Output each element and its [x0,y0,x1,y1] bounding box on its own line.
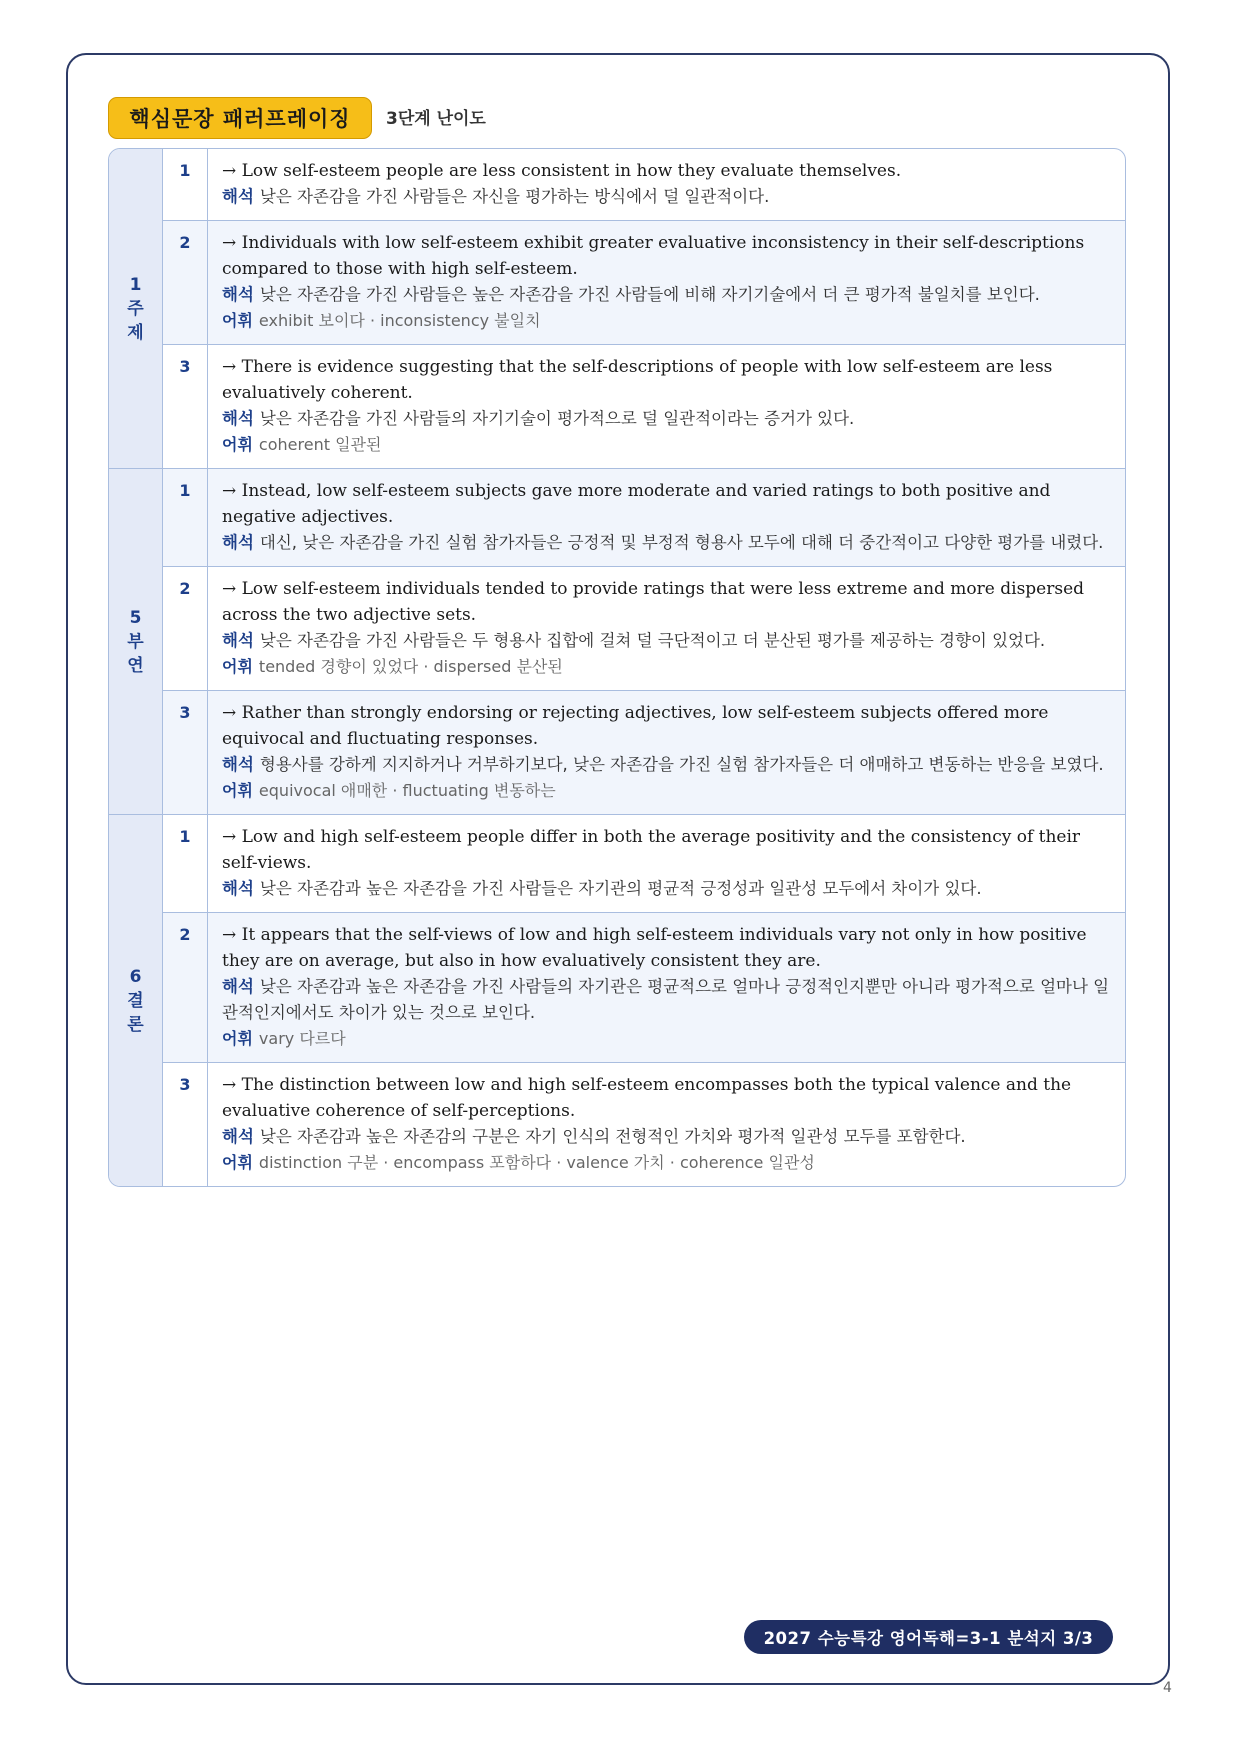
korean-translation [222,974,1113,1026]
vocabulary-line [222,1026,1113,1052]
section-block [109,468,1125,814]
row-number: 3 [163,1063,208,1186]
vocabulary-tag: 어휘 [222,1153,253,1172]
section-label-char: 5 [129,607,142,628]
english-paraphrase: → Instead, low self-esteem subjects gave more moderate and varied ratings to both positive and negative adjectives. [222,481,1051,527]
vocabulary-tag: 어휘 [222,1029,253,1048]
korean-translation [222,628,1113,654]
vocabulary-tag: 어휘 [222,657,253,676]
translation-text: 낮은 자존감을 가진 사람들은 두 형용사 집합에 걸쳐 덜 극단적이고 더 분산된 평가를 제공하는 경향이 있었다. [259,631,1046,650]
korean-translation [222,406,1113,432]
paraphrase-table [108,148,1126,1187]
row-number: 1 [163,149,208,220]
section-label [109,149,163,468]
row-content [208,221,1125,344]
vocabulary-tag: 어휘 [222,781,253,800]
translation-text: 낮은 자존감을 가진 사람들은 높은 자존감을 가진 사람들에 비해 자기기술에서 더 큰 평가적 불일치를 보인다. [259,285,1040,304]
vocabulary-text: coherent 일관된 [258,435,382,454]
table-row [163,220,1125,344]
korean-translation [222,752,1113,778]
vocabulary-text: equivocal 애매한 · fluctuating 변동하는 [258,781,556,800]
table-row [163,469,1125,566]
row-content [208,1063,1125,1186]
translation-tag: 해석 [222,285,254,304]
section-label-char: 1 [129,274,142,295]
english-paraphrase: → Low self-esteem individuals tended to provide ratings that were less extreme and more dispersed across the two adjective sets. [222,579,1085,625]
row-number: 2 [163,567,208,690]
vocabulary-line [222,1150,1113,1176]
row-content [208,149,1125,220]
english-paraphrase: → There is evidence suggesting that the self-descriptions of people with low self-esteem are less evaluatively coherent. [222,357,1053,403]
table-row [163,1062,1125,1186]
row-content [208,567,1125,690]
row-number: 2 [163,221,208,344]
english-paraphrase: → Rather than strongly endorsing or rejecting adjectives, low self-esteem subjects offered more equivocal and fluctuating responses. [222,703,1049,749]
section-block [109,149,1125,468]
section-label [109,469,163,814]
footer-badge: 2027 수능특강 영어독해=3-1 분석지 3/3 [744,1620,1113,1654]
korean-translation [222,530,1113,556]
section-label-char: 연 [127,655,144,676]
english-paraphrase: → Low and high self-esteem people differ in both the average positivity and the consistency of their self-views. [222,827,1081,873]
translation-text: 낮은 자존감과 높은 자존감을 가진 사람들은 자기관의 평균적 긍정성과 일관성 모두에서 차이가 있다. [259,879,982,898]
korean-translation [222,184,1113,210]
translation-text: 대신, 낮은 자존감을 가진 실험 참가자들은 긍정적 및 부정적 형용사 모두에 대해 더 중간적이고 다양한 평가를 내렸다. [259,533,1104,552]
vocabulary-text: distinction 구분 · encompass 포함하다 · valence 가치 · coherence 일관성 [258,1153,815,1172]
table-row [163,344,1125,468]
section-label-char: 제 [127,322,144,343]
row-number: 1 [163,815,208,912]
translation-tag: 해석 [222,533,254,552]
vocabulary-tag: 어휘 [222,311,253,330]
section-title: 핵심문장 패러프레이징 [129,107,351,131]
row-number: 3 [163,345,208,468]
translation-text: 형용사를 강하게 지지하거나 거부하기보다, 낮은 자존감을 가진 실험 참가자들은 더 애매하고 변동하는 반응을 보였다. [259,755,1104,774]
vocabulary-line [222,654,1113,680]
table-row [163,149,1125,220]
row-content [208,345,1125,468]
section-label-char: 론 [127,1014,144,1035]
section-title-badge [108,97,372,139]
table-row [163,912,1125,1062]
vocabulary-line [222,432,1113,458]
page-number: 4 [1163,1680,1172,1696]
korean-translation [222,282,1113,308]
vocabulary-tag: 어휘 [222,435,253,454]
row-number: 3 [163,691,208,814]
row-content [208,469,1125,566]
section-block [109,814,1125,1186]
vocabulary-text: tended 경향이 있었다 · dispersed 분산된 [258,657,563,676]
translation-tag: 해석 [222,755,254,774]
vocabulary-text: vary 다르다 [258,1029,346,1048]
translation-text: 낮은 자존감과 높은 자존감을 가진 사람들의 자기관은 평균적으로 얼마나 긍정적인지뿐만 아니라 평가적으로 얼마나 일관적인지에서도 차이가 있는 것으로 보인다. [222,977,1110,1022]
translation-tag: 해석 [222,187,254,206]
vocabulary-line [222,308,1113,334]
section-label-char: 결 [127,990,144,1011]
translation-text: 낮은 자존감을 가진 사람들의 자기기술이 평가적으로 덜 일관적이라는 증거가 있다. [259,409,855,428]
table-row [163,815,1125,912]
translation-text: 낮은 자존감을 가진 사람들은 자신을 평가하는 방식에서 덜 일관적이다. [259,187,770,206]
english-paraphrase: → Individuals with low self-esteem exhibit greater evaluative inconsistency in their self-descriptions compared to those with high self-esteem. [222,233,1085,279]
translation-tag: 해석 [222,409,254,428]
korean-translation [222,1124,1113,1150]
row-content [208,691,1125,814]
row-number: 1 [163,469,208,566]
translation-tag: 해석 [222,977,254,996]
row-content [208,913,1125,1062]
vocabulary-text: exhibit 보이다 · inconsistency 불일치 [258,311,541,330]
table-row [163,690,1125,814]
row-content [208,815,1125,912]
translation-tag: 해석 [222,631,254,650]
section-label [109,815,163,1186]
section-label-char: 부 [127,631,144,652]
vocabulary-line [222,778,1113,804]
english-paraphrase: → The distinction between low and high self-esteem encompasses both the typical valence and the evaluative coherence of self-perceptions. [222,1075,1072,1121]
difficulty-level: 3단계 난이도 [386,109,486,129]
korean-translation [222,876,1113,902]
english-paraphrase: → Low self-esteem people are less consistent in how they evaluate themselves. [222,161,902,181]
translation-text: 낮은 자존감과 높은 자존감의 구분은 자기 인식의 전형적인 가치와 평가적 일관성 모두를 포함한다. [259,1127,966,1146]
english-paraphrase: → It appears that the self-views of low and high self-esteem individuals vary not only in how positive they are on average, but also in how evaluatively consistent they are. [222,925,1087,971]
table-row [163,566,1125,690]
translation-tag: 해석 [222,879,254,898]
section-label-char: 6 [129,966,142,987]
translation-tag: 해석 [222,1127,254,1146]
section-label-char: 주 [127,298,144,319]
row-number: 2 [163,913,208,1062]
